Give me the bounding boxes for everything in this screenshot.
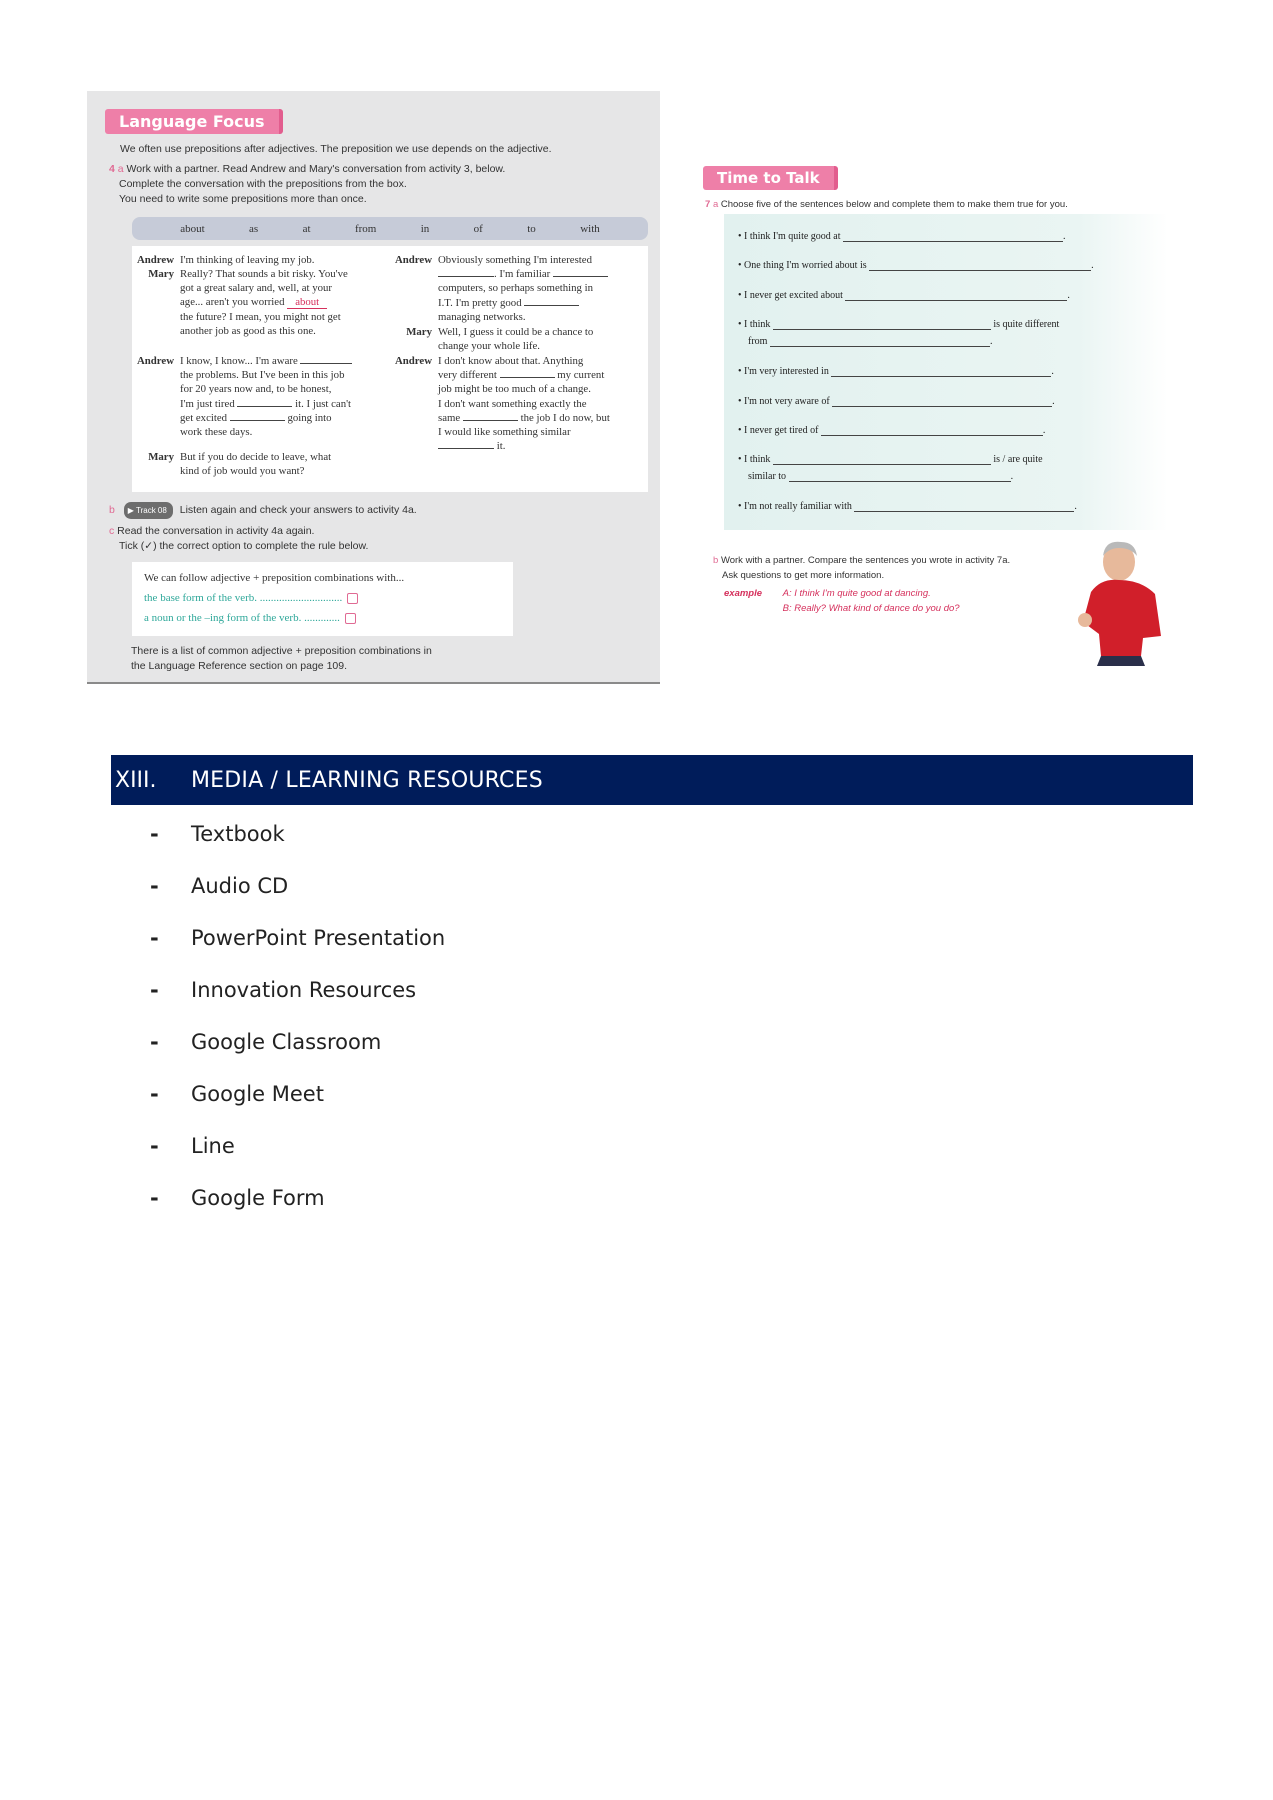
speaker-name: Mary xyxy=(148,268,174,280)
activity-7a xyxy=(705,197,1068,212)
conversation-turn xyxy=(392,253,608,324)
answer-blank[interactable] xyxy=(463,420,518,421)
word-box-item: with xyxy=(580,222,600,235)
prompt-text: • I think xyxy=(738,454,771,465)
utterance-line: it. xyxy=(496,440,506,453)
answer-blank[interactable] xyxy=(821,435,1043,436)
list-item xyxy=(150,1082,445,1134)
answer-blank[interactable] xyxy=(773,464,991,465)
speaker-name: Mary xyxy=(406,326,432,338)
resource-label: Google Classroom xyxy=(191,1030,382,1054)
utterance-line: Well, I guess it could be a chance to xyxy=(438,326,594,338)
utterance-line: kind of job would you want? xyxy=(180,465,305,478)
utterance-line: I would like something similar xyxy=(438,426,571,439)
utterance xyxy=(438,253,608,324)
activity-4c-line: Read the conversation in activity 4a again. xyxy=(117,525,315,537)
utterance xyxy=(438,354,610,453)
resource-label: Google Meet xyxy=(191,1082,324,1106)
answer-blank[interactable] xyxy=(845,300,1067,301)
man-in-red-sweater-illustration xyxy=(1071,536,1175,666)
reference-line: There is a list of common adjective + preposition combinations in xyxy=(131,645,432,657)
answer-blank[interactable] xyxy=(500,377,555,378)
answer-blank[interactable] xyxy=(854,511,1074,512)
activity-4a xyxy=(109,162,505,207)
utterance-line: work these days. xyxy=(180,426,253,439)
utterance-line: change your whole life. xyxy=(438,340,540,353)
prompt-text: is quite different xyxy=(993,319,1060,330)
rule-option-1 xyxy=(144,588,501,608)
utterance-line: very different xyxy=(438,369,497,382)
utterance-line: I.T. I'm pretty good xyxy=(438,296,522,309)
prompt-text: is / are quite xyxy=(993,454,1043,465)
sentence-prompt: • I never get excited about . xyxy=(738,290,1070,301)
sentence-prompt-continued: from . xyxy=(748,336,993,347)
activity-4b-text: Listen again and check your answers to activity 4a. xyxy=(179,504,417,516)
activity-7b-line: Work with a partner. Compare the sentences you wrote in activity 7a. xyxy=(720,555,1011,566)
utterance-line: managing networks. xyxy=(438,310,526,323)
utterance xyxy=(180,450,331,478)
list-item xyxy=(150,874,445,926)
section-header xyxy=(111,755,1193,805)
resource-label: Line xyxy=(191,1134,235,1158)
utterance-line: Really? That sounds a bit risky. You've xyxy=(180,268,348,280)
grammar-rule-box xyxy=(132,562,513,636)
activity-7b xyxy=(713,553,1010,583)
list-item xyxy=(150,1186,445,1238)
man-trousers xyxy=(1097,656,1145,666)
example-label: example xyxy=(724,588,763,599)
prompt-text: • I never get excited about xyxy=(738,290,843,301)
conversation-box xyxy=(132,246,648,492)
utterance-line: job might be too much of a change. xyxy=(438,383,591,396)
language-reference-note xyxy=(131,644,432,674)
activity-number: 4 xyxy=(109,163,115,175)
utterance-line: I don't want something exactly the xyxy=(438,397,587,410)
sentence-prompts-box xyxy=(724,214,1168,530)
answer-blank[interactable] xyxy=(773,329,991,330)
word-box-item: in xyxy=(420,222,430,235)
resource-label: Google Form xyxy=(191,1186,325,1210)
man-red-sweater xyxy=(1083,580,1161,656)
prompt-text: • I'm not very aware of xyxy=(738,396,830,407)
word-box-item: as xyxy=(249,222,259,235)
resource-label: Audio CD xyxy=(191,874,289,898)
track-label: Track 08 xyxy=(136,506,167,515)
list-item xyxy=(150,1030,445,1082)
activity-4b xyxy=(109,502,417,519)
utterance xyxy=(180,354,352,439)
prompt-text: similar to xyxy=(748,471,787,482)
prompt-text: • I never get tired of xyxy=(738,425,819,436)
sentence-prompt: • I'm not very aware of . xyxy=(738,396,1055,407)
man-hand xyxy=(1078,613,1092,627)
reference-line: the Language Reference section on page 109. xyxy=(131,660,348,672)
answer-blank[interactable] xyxy=(438,448,494,449)
list-item xyxy=(150,1134,445,1186)
utterance-line: . I'm familiar xyxy=(494,268,551,281)
answer-blank[interactable] xyxy=(300,363,352,364)
word-box-item: from xyxy=(354,222,377,235)
utterance-line: I know, I know... I'm aware xyxy=(180,355,298,367)
prompt-text: • One thing I'm worried about is xyxy=(738,260,867,271)
answer-blank[interactable] xyxy=(843,241,1063,242)
word-box-item: at xyxy=(302,222,311,235)
sentence-prompt: • I never get tired of . xyxy=(738,425,1046,436)
speaker-name: Andrew xyxy=(137,254,174,266)
answer-blank[interactable] xyxy=(524,305,579,306)
prompt-text: • I'm not really familiar with xyxy=(738,501,852,512)
utterance-line: But if you do decide to leave, what xyxy=(180,451,332,463)
dash-bullet: - xyxy=(150,1030,159,1054)
dash-bullet: - xyxy=(150,1186,159,1210)
utterance-line: Obviously something I'm interested xyxy=(438,254,592,266)
activity-letter: a xyxy=(117,163,124,175)
conversation-turn xyxy=(392,354,610,453)
word-box-item: to xyxy=(527,222,536,235)
audio-track-badge[interactable]: ▶ Track 08 xyxy=(124,502,173,519)
rule-option-text: the base form of the verb. .............................. xyxy=(144,592,343,604)
dash-bullet: - xyxy=(150,1134,159,1158)
utterance-line: it. I just can't xyxy=(295,397,352,410)
utterance-line: age... aren't you worried xyxy=(180,296,285,309)
resource-label: Textbook xyxy=(191,822,285,846)
utterance xyxy=(438,325,593,353)
section-title: MEDIA / LEARNING RESOURCES xyxy=(191,767,543,793)
prompt-text: • I think xyxy=(738,319,771,330)
utterance-line: the future? I mean, you might not get xyxy=(180,310,341,323)
resource-list xyxy=(150,822,445,1238)
utterance-line: get excited xyxy=(180,411,228,424)
conversation-turn xyxy=(134,450,331,478)
utterance-line: another job as good as this one. xyxy=(180,324,316,337)
rule-option-text: a noun or the –ing form of the verb. ............. xyxy=(144,612,340,624)
activity-7b-line: Ask questions to get more information. xyxy=(722,570,885,581)
activity-letter: b xyxy=(713,555,719,566)
activity-4c-line: Tick (✓) the correct option to complete the rule below. xyxy=(119,540,369,552)
prompt-text: • I'm very interested in xyxy=(738,366,829,377)
dash-bullet: - xyxy=(150,1082,159,1106)
dash-bullet: - xyxy=(150,874,159,898)
conversation-turn xyxy=(134,354,352,439)
activity-4a-line: Complete the conversation with the prepositions from the box. xyxy=(119,178,407,190)
utterance xyxy=(180,267,348,338)
sentence-prompt: • One thing I'm worried about is . xyxy=(738,260,1094,271)
dash-bullet: - xyxy=(150,822,159,846)
utterance-line: computers, so perhaps something in xyxy=(438,282,594,295)
sentence-prompt-continued: similar to . xyxy=(748,471,1014,482)
activity-letter: c xyxy=(109,525,115,537)
answer-blank[interactable] xyxy=(832,406,1052,407)
speaker-name: Mary xyxy=(148,451,174,463)
answer-blank[interactable] xyxy=(237,406,292,407)
activity-4c xyxy=(109,524,368,554)
rule-option-2 xyxy=(144,608,501,628)
sentence-prompt xyxy=(738,319,1059,330)
answer-blank[interactable] xyxy=(831,376,1051,377)
conversation-turn xyxy=(134,253,315,267)
list-item xyxy=(150,978,445,1030)
utterance-line: for 20 years now and, to be honest, xyxy=(180,383,332,396)
dash-bullet: - xyxy=(150,926,159,950)
resource-label: PowerPoint Presentation xyxy=(191,926,446,950)
utterance-line: the problems. But I've been in this job xyxy=(180,369,345,382)
utterance-line: I'm just tired xyxy=(180,397,235,410)
answer-blank[interactable] xyxy=(789,481,1011,482)
tick-box[interactable] xyxy=(347,593,358,604)
speaker-name: Andrew xyxy=(395,254,432,266)
sentence-prompt: • I think I'm quite good at . xyxy=(738,231,1066,242)
activity-letter: b xyxy=(109,504,115,516)
time-to-talk-title: Time to Talk xyxy=(703,166,838,190)
utterance: I'm thinking of leaving my job. xyxy=(180,254,315,266)
utterance-line: got a great salary and, well, at your xyxy=(180,282,332,295)
answer-blank[interactable] xyxy=(553,276,608,277)
example-dialogue xyxy=(724,586,960,616)
language-focus-title: Language Focus xyxy=(105,109,283,134)
utterance-line: the job I do now, but xyxy=(520,411,610,424)
utterance-line: same xyxy=(438,411,461,424)
utterance-line: I don't know about that. Anything xyxy=(438,355,584,367)
list-item xyxy=(150,822,445,874)
answer-blank[interactable] xyxy=(770,346,990,347)
example-line-a: A: I think I'm quite good at dancing. xyxy=(782,588,931,599)
example-answer: about xyxy=(287,296,327,309)
list-item xyxy=(150,926,445,978)
language-focus-intro: We often use prepositions after adjectives. The preposition we use depends on the adjective. xyxy=(120,143,552,155)
conversation-turn xyxy=(134,267,348,338)
conversation-turn xyxy=(392,325,593,353)
speaker-name: Andrew xyxy=(137,355,174,367)
tick-box[interactable] xyxy=(345,613,356,624)
rule-heading: We can follow adjective + preposition combinations with... xyxy=(144,572,405,584)
activity-4a-line: You need to write some prepositions more than once. xyxy=(119,193,367,205)
utterance-line: going into xyxy=(287,411,332,424)
dash-bullet: - xyxy=(150,978,159,1002)
language-focus-panel xyxy=(87,91,660,684)
answer-blank[interactable] xyxy=(869,270,1091,271)
resource-label: Innovation Resources xyxy=(191,978,417,1002)
section-number: XIII. xyxy=(115,767,157,793)
sentence-prompt: • I'm not really familiar with . xyxy=(738,501,1077,512)
answer-blank[interactable] xyxy=(230,420,285,421)
speaker-name: Andrew xyxy=(395,355,432,367)
answer-blank[interactable] xyxy=(438,276,494,277)
word-box-item: about xyxy=(180,222,205,235)
activity-number: 7 xyxy=(705,199,711,210)
preposition-word-box xyxy=(132,217,648,240)
activity-7a-text: Choose five of the sentences below and complete them to make them true for you. xyxy=(720,199,1068,210)
word-box-item: of xyxy=(473,222,483,235)
sentence-prompt xyxy=(738,454,1043,465)
activity-4a-line: Work with a partner. Read Andrew and Mary's conversation from activity 3, below. xyxy=(126,163,506,175)
activity-letter: a xyxy=(712,199,719,210)
example-line-b: B: Really? What kind of dance do you do? xyxy=(782,603,960,614)
prompt-text: • I think I'm quite good at xyxy=(738,231,841,242)
utterance-line: my current xyxy=(557,369,605,382)
prompt-text: from xyxy=(748,336,768,347)
sentence-prompt: • I'm very interested in . xyxy=(738,366,1054,377)
